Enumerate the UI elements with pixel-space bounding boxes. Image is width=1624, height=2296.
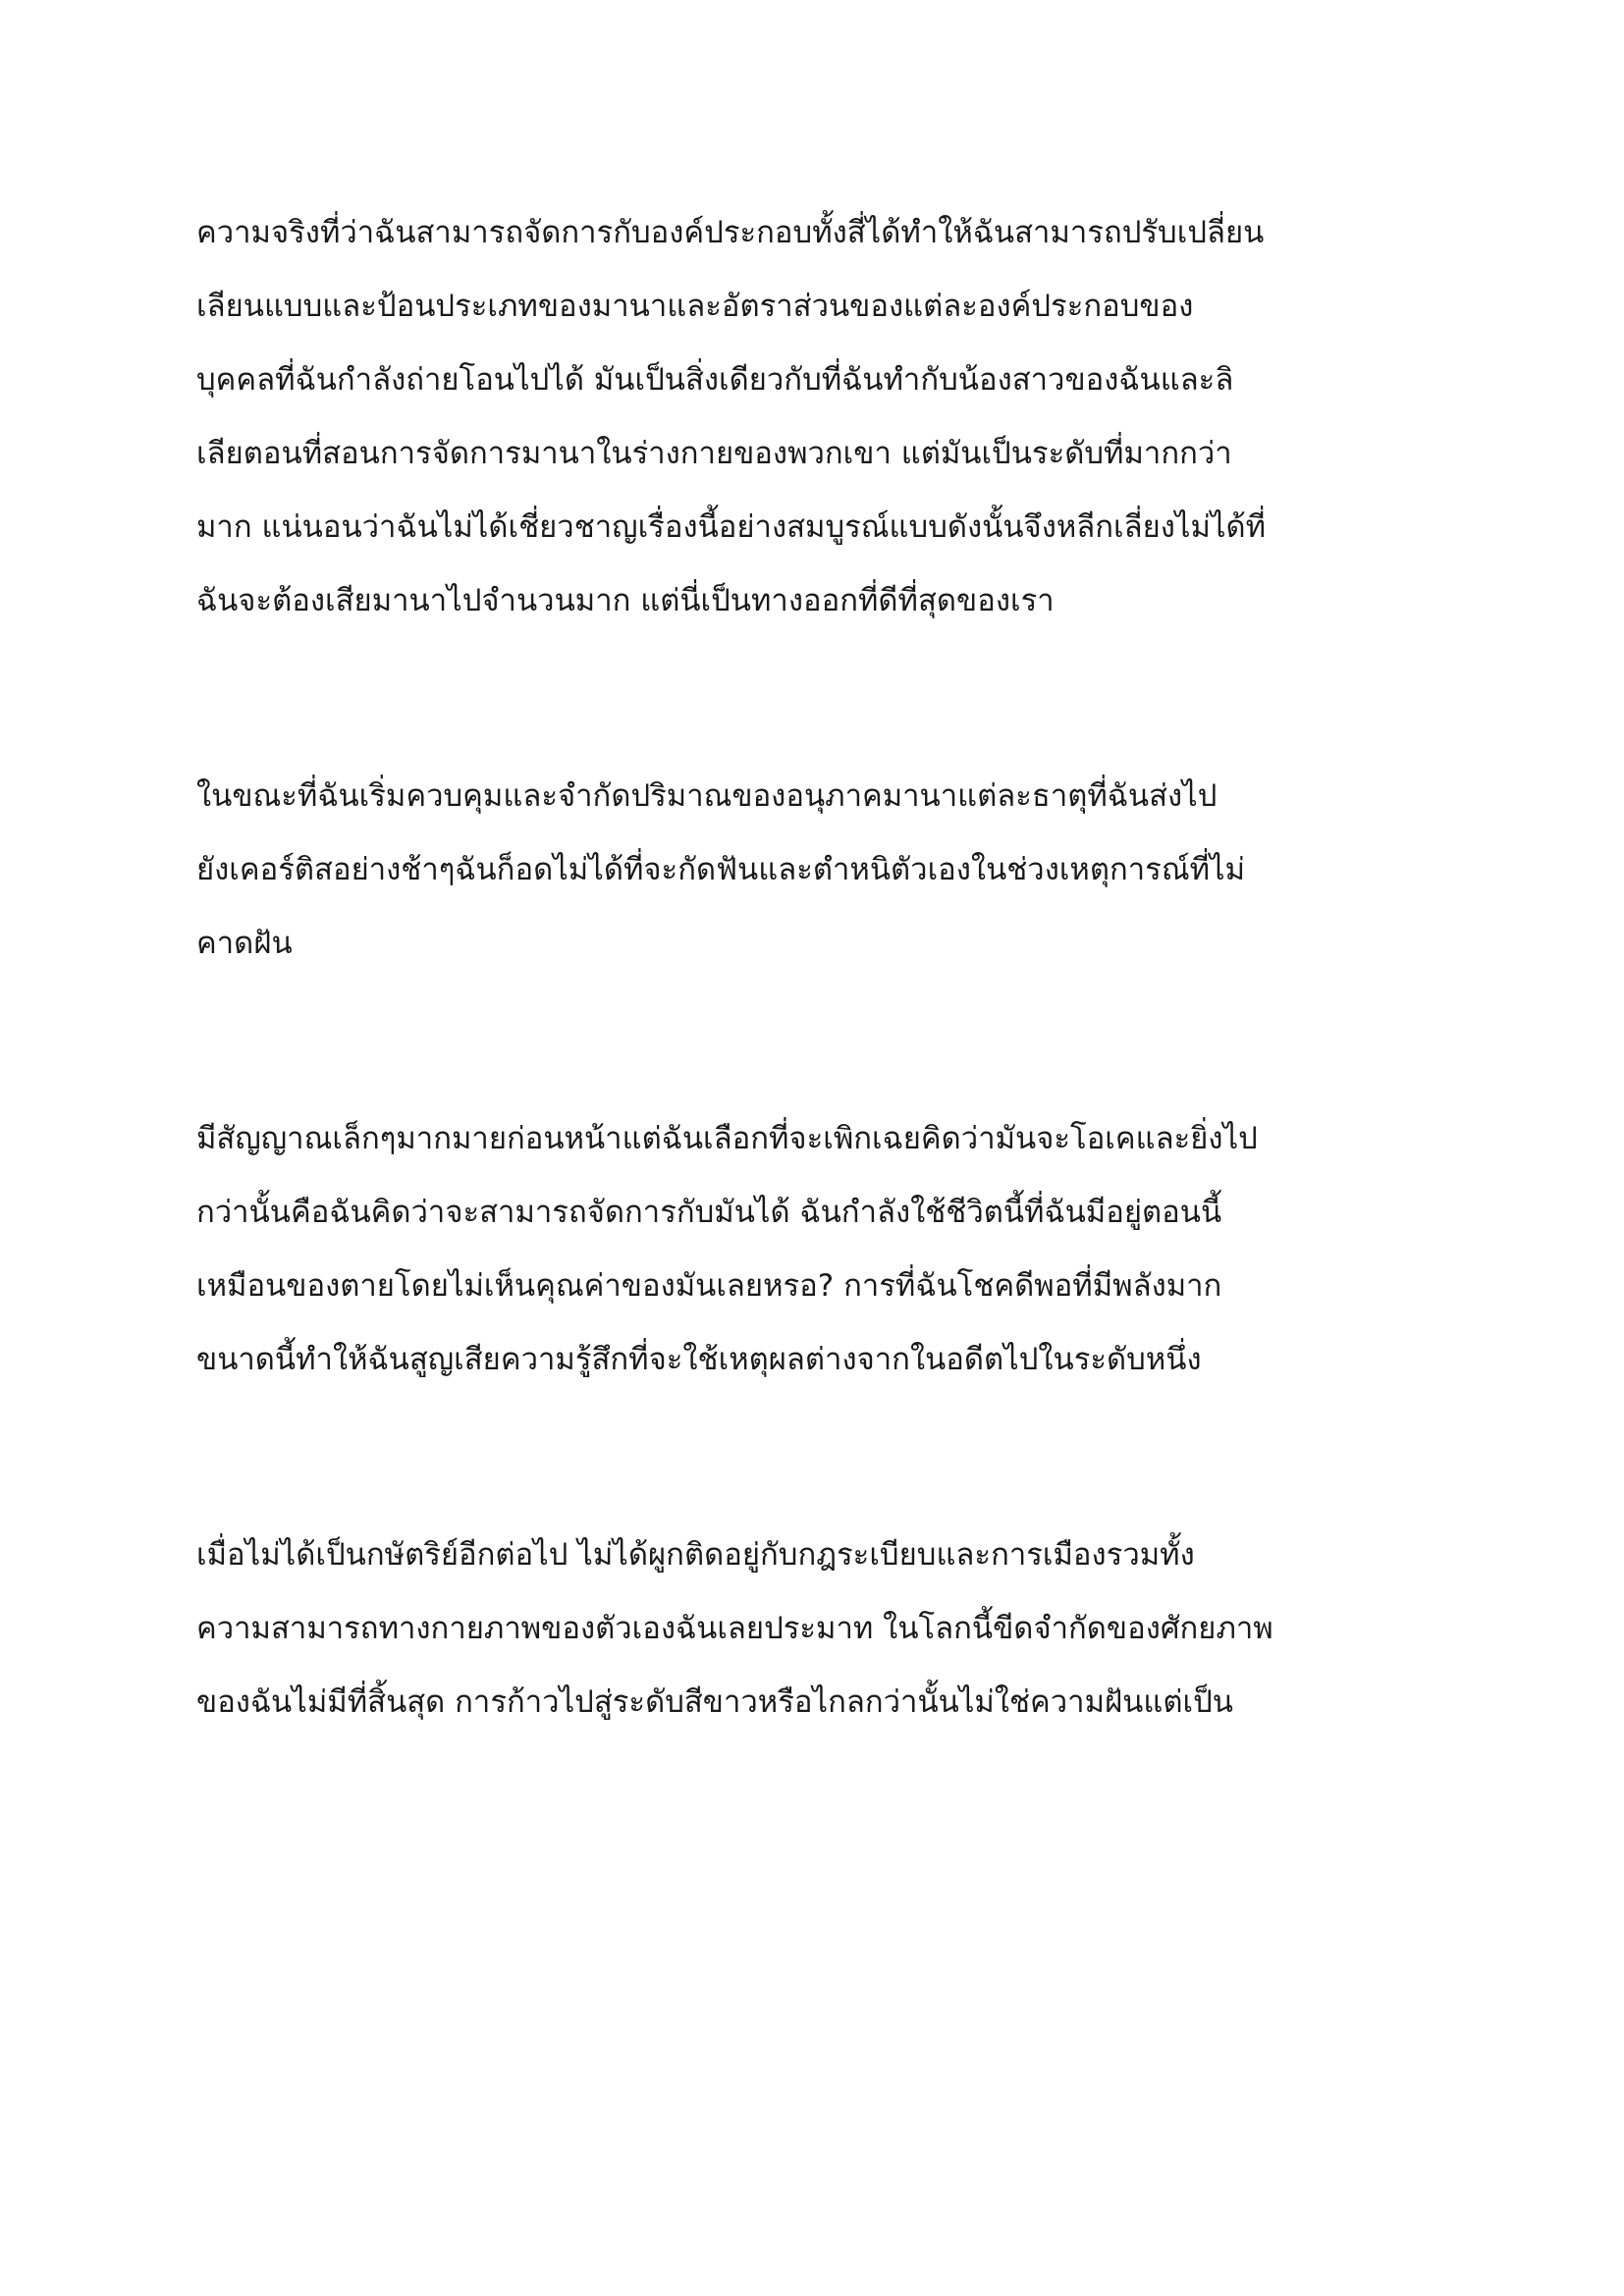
text-line: มาก แน่นอนว่าฉันไม่ได้เชี่ยวชาญเรื่องนี้อย่างสมบูรณ์แบบดังนั้นจึงหลีกเลี่ยงไม่ได้ที่ <box>196 509 1267 545</box>
body-text <box>196 196 1453 1861</box>
text-line: เมื่อไม่ได้เป็นกษัตริย์อีกต่อไป ไม่ได้ผูกติดอยู่กับกฎระเบียบและการเมืองรวมทั้ง <box>196 1537 1195 1573</box>
paragraph-2 <box>196 760 1453 981</box>
text-line: บุคคลที่ฉันกำลังถ่ายโอนไปได้ มันเป็นสิ่งเดียวกับที่ฉันทำกับน้องสาวของฉันและลิ <box>196 362 1234 398</box>
paragraph-1 <box>196 196 1453 638</box>
text-line: ของฉันไม่มีที่สิ้นสุด การก้าวไปสู่ระดับสีขาวหรือไกลกว่านั้นไม่ใช่ความฝันแต่เป็น <box>196 1684 1233 1720</box>
text-line: คาดฝัน <box>196 926 293 961</box>
paragraph-4 <box>196 1519 1453 1739</box>
text-line: ความจริงที่ว่าฉันสามารถจัดการกับองค์ประกอบทั้งสี่ได้ทำให้ฉันสามารถปรับเปลี่ยน <box>196 215 1265 250</box>
text-line: เลียนแบบและป้อนประเภทของมานาและอัตราส่วนของแต่ละองค์ประกอบของ <box>196 289 1194 324</box>
text-line: ขนาดนี้ทำให้ฉันสูญเสียความรู้สึกที่จะใช้เหตุผลต่างจากในอดีตไปในระดับหนึ่ง <box>196 1342 1202 1377</box>
text-line: ความสามารถทางกายภาพของตัวเองฉันเลยประมาท ในโลกนี้ขีดจำกัดของศักยภาพ <box>196 1611 1273 1646</box>
text-line: เหมือนของตายโดยไม่เห็นคุณค่าของมันเลยหรอ? การที่ฉันโชคดีพอที่มีพลังมาก <box>196 1268 1222 1304</box>
text-line: ฉันจะต้องเสียมานาไปจำนวนมาก แต่นี่เป็นทางออกที่ดีที่สุดของเรา <box>196 583 1055 618</box>
text-line: เลียตอนที่สอนการจัดการมานาในร่างกายของพวกเขา แต่มันเป็นระดับที่มากกว่า <box>196 436 1232 471</box>
text-line: ในขณะที่ฉันเริ่มควบคุมและจำกัดปริมาณของอนุภาคมานาแต่ละธาตุที่ฉันส่งไป <box>196 778 1218 814</box>
paragraph-3 <box>196 1102 1453 1397</box>
text-line: ยังเคอร์ติสอย่างช้าๆฉันก็อดไม่ได้ที่จะกัดฟันและตำหนิตัวเองในช่วงเหตุการณ์ที่ไม่ <box>196 852 1246 887</box>
text-line: กว่านั้นคือฉันคิดว่าจะสามารถจัดการกับมันได้ ฉันกำลังใช้ชีวิตนี้ที่ฉันมีอยู่ตอนนี้ <box>196 1195 1222 1230</box>
text-line: มีสัญญาณเล็กๆมากมายก่อนหน้าแต่ฉันเลือกที่จะเพิกเฉยคิดว่ามันจะโอเคและยิ่งไป <box>196 1121 1258 1156</box>
